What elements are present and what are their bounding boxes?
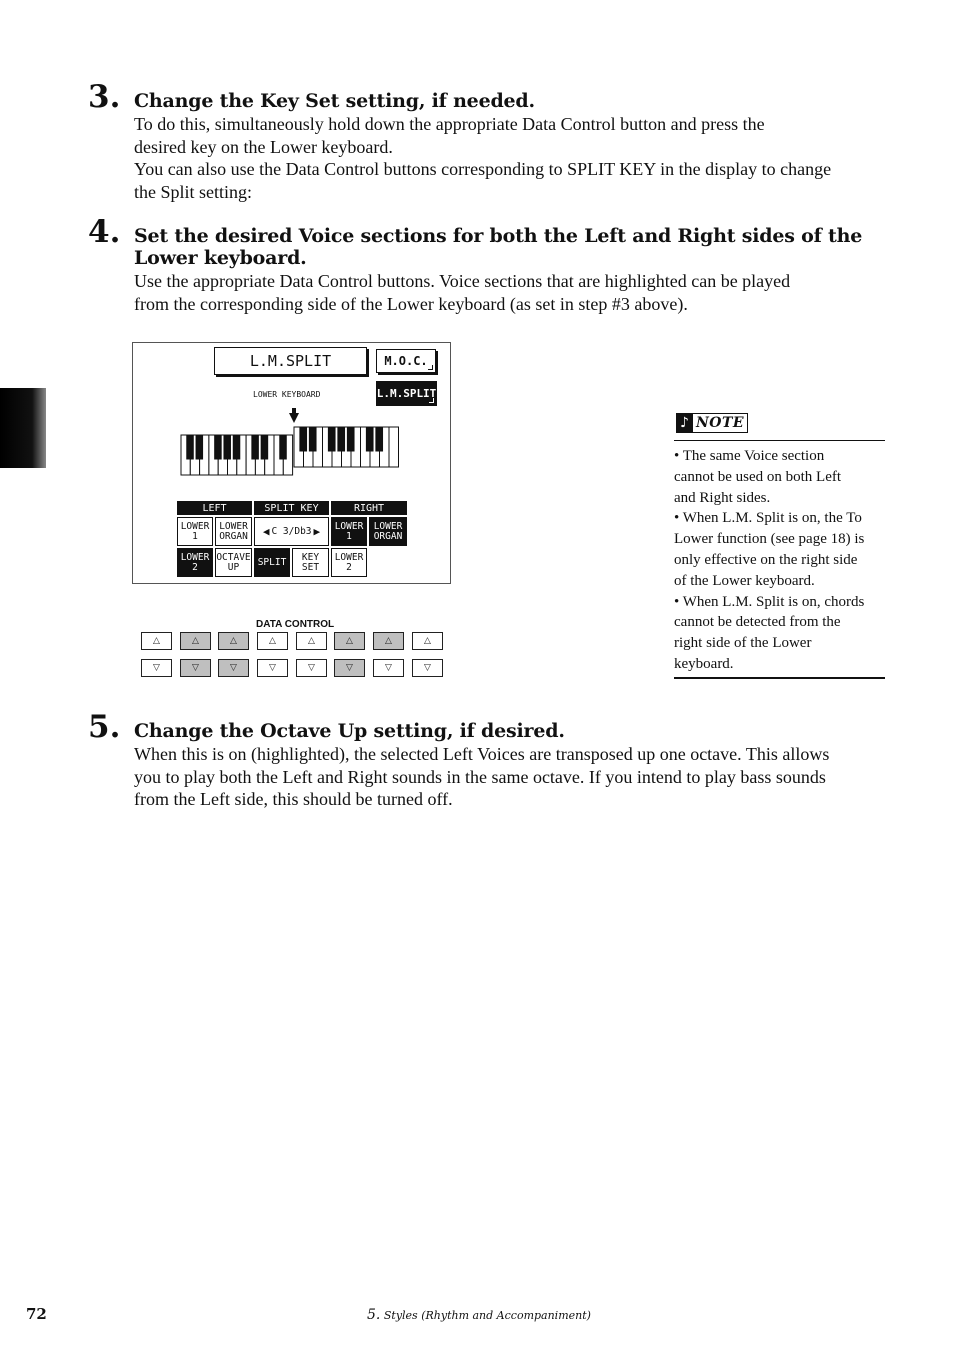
cell-left-lower1[interactable] — [177, 517, 213, 546]
note-line: cannot be detected from the — [674, 614, 841, 631]
step-4-heading — [134, 225, 914, 269]
black-key — [338, 427, 345, 451]
data-control-down-button[interactable]: ▽ — [373, 659, 404, 677]
data-control-up-button[interactable]: △ — [218, 632, 249, 650]
cell-left-lower2[interactable] — [177, 548, 213, 577]
cell-text: LOWER — [334, 551, 364, 563]
header-left: LEFT — [177, 501, 252, 515]
page-number: 72 — [26, 1305, 47, 1323]
right-arrow-icon: ▶ — [313, 524, 321, 538]
split-key-value: C 3/Db3 — [271, 525, 312, 537]
note-line: of the Lower keyboard. — [674, 572, 815, 589]
data-control-up-button[interactable]: △ — [141, 632, 172, 650]
cell-text: LOWER — [180, 551, 210, 563]
cell-text: LOWER — [373, 520, 403, 532]
chapter-number: 5. — [367, 1307, 381, 1323]
data-control-up-button[interactable]: △ — [373, 632, 404, 650]
data-control-up-button[interactable]: △ — [296, 632, 327, 650]
step-3-number: 3. — [88, 79, 121, 115]
black-key — [187, 435, 194, 459]
step-5-line: you to play both the Left and Right sounds in the same octave. If you intend to play bass sounds — [134, 766, 826, 787]
cell-text: OCTAVE — [216, 551, 251, 563]
note-label: NOTE — [693, 413, 748, 433]
keyboard-keys — [181, 427, 399, 475]
keyboard-graphic — [133, 343, 450, 493]
cell-right-lower2[interactable] — [331, 548, 367, 577]
note-line: keyboard. — [674, 655, 734, 672]
black-key — [224, 435, 231, 459]
note-line: Lower function (see page 18) is — [674, 531, 865, 548]
cell-text: LOWER — [219, 520, 248, 532]
note-line: • When L.M. Split is on, the To — [674, 510, 862, 527]
cell-right-lower1[interactable] — [331, 517, 367, 546]
note-line: • The same Voice section — [674, 448, 825, 464]
data-control-up-button[interactable]: △ — [412, 632, 443, 650]
cell-text: SPLIT — [257, 556, 287, 568]
black-key — [366, 427, 373, 451]
cell-octave-up[interactable] — [215, 548, 252, 577]
chapter-tab — [0, 388, 46, 468]
cell-text: 2 — [346, 561, 352, 573]
note-line: only effective on the right side — [674, 551, 858, 568]
data-control-down-button[interactable]: ▽ — [141, 659, 172, 677]
data-control-down-button[interactable]: ▽ — [257, 659, 288, 677]
step-4-heading-line: Set the desired Voice sections for both the Left and Right sides of the — [134, 225, 863, 247]
step-5-number: 5. — [88, 709, 121, 745]
split-point-arrow-stem — [292, 408, 296, 414]
data-control-down-button[interactable]: ▽ — [218, 659, 249, 677]
cell-split[interactable] — [254, 548, 290, 577]
black-key — [300, 427, 307, 451]
step-3-body — [134, 113, 914, 203]
moc-button-label: M.O.C. — [384, 354, 428, 368]
cell-text: ORGAN — [373, 530, 403, 542]
music-note-icon: ♪ — [676, 413, 693, 433]
black-key — [328, 427, 335, 451]
cell-left-lower-organ[interactable] — [215, 517, 252, 546]
data-control-down-button[interactable]: ▽ — [180, 659, 211, 677]
data-control-down-button[interactable]: ▽ — [412, 659, 443, 677]
lcd-display — [132, 342, 451, 584]
left-arrow-icon: ◀ — [262, 524, 270, 538]
cell-text: ORGAN — [219, 530, 248, 542]
step-3-heading: Change the Key Set setting, if needed. — [134, 90, 535, 112]
cell-text: 2 — [192, 561, 198, 573]
cell-key-set[interactable] — [292, 548, 329, 577]
note-line: and Right sides. — [674, 489, 771, 506]
step-5-heading: Change the Octave Up setting, if desired. — [134, 720, 565, 742]
note-divider-bottom — [674, 677, 885, 679]
note-text — [674, 446, 886, 675]
data-control-up-button[interactable]: △ — [180, 632, 211, 650]
step-5-line: from the Left side, this should be turned off. — [134, 789, 453, 809]
step-4-number: 4. — [88, 214, 121, 250]
black-key — [309, 427, 316, 451]
black-key — [376, 427, 383, 451]
step-5-line: When this is on (highlighted), the selected Left Voices are transposed up one octave. This allows — [134, 744, 830, 764]
lower-keyboard-label: LOWER KEYBOARD — [253, 390, 321, 399]
data-control-down-button[interactable]: ▽ — [296, 659, 327, 677]
black-key — [252, 435, 259, 459]
step-4-line: from the corresponding side of the Lower keyboard (as set in step #3 above). — [134, 293, 688, 314]
step-3-line: To do this, simultaneously hold down the appropriate Data Control button and press the — [134, 114, 765, 134]
cell-text: LOWER — [180, 520, 210, 532]
split-point-arrow-icon — [289, 413, 299, 423]
cell-text: 1 — [192, 530, 198, 542]
white-key — [389, 427, 399, 467]
header-right: RIGHT — [331, 501, 407, 515]
data-control-up-button[interactable]: △ — [334, 632, 365, 650]
black-key — [347, 427, 354, 451]
black-key — [280, 435, 287, 459]
black-key — [261, 435, 268, 459]
header-split-key: SPLIT KEY — [254, 501, 329, 515]
data-control-up-button[interactable]: △ — [257, 632, 288, 650]
black-key — [196, 435, 203, 459]
black-key — [215, 435, 222, 459]
note-line: right side of the Lower — [674, 635, 812, 652]
cell-text: LOWER — [334, 520, 364, 532]
lmsplit-button-label: L.M.SPLIT — [376, 387, 437, 400]
step-3-line: the Split setting: — [134, 181, 253, 202]
cell-split-key-value[interactable] — [254, 517, 329, 546]
step-3-line: desired key on the Lower keyboard. — [134, 136, 393, 157]
note-line: cannot be used on both Left — [674, 468, 842, 485]
note-badge — [676, 413, 748, 433]
data-control-down-button[interactable]: ▽ — [334, 659, 365, 677]
chapter-title: Styles (Rhythm and Accompaniment) — [383, 1309, 591, 1322]
note-divider-top — [674, 440, 885, 441]
step-4-body — [134, 270, 914, 315]
step-4-heading-line: Lower keyboard. — [134, 247, 307, 269]
cell-text: SET — [301, 561, 320, 573]
step-4-line: Use the appropriate Data Control buttons. Voice sections that are highlighted can be played — [134, 271, 791, 291]
cell-text: KEY — [301, 551, 320, 563]
step-3-line: You can also use the Data Control buttons corresponding to SPLIT KEY in the display to change — [134, 159, 832, 179]
note-line: • When L.M. Split is on, chords — [674, 593, 865, 610]
data-control-label: DATA CONTROL — [256, 619, 335, 630]
step-5-body — [134, 743, 924, 811]
black-key — [233, 435, 240, 459]
display-title: L.M.SPLIT — [214, 347, 367, 375]
cell-text: 1 — [346, 530, 352, 542]
cell-right-lower-organ[interactable] — [369, 517, 407, 546]
cell-text: UP — [227, 561, 240, 573]
chapter-footer — [367, 1307, 591, 1323]
